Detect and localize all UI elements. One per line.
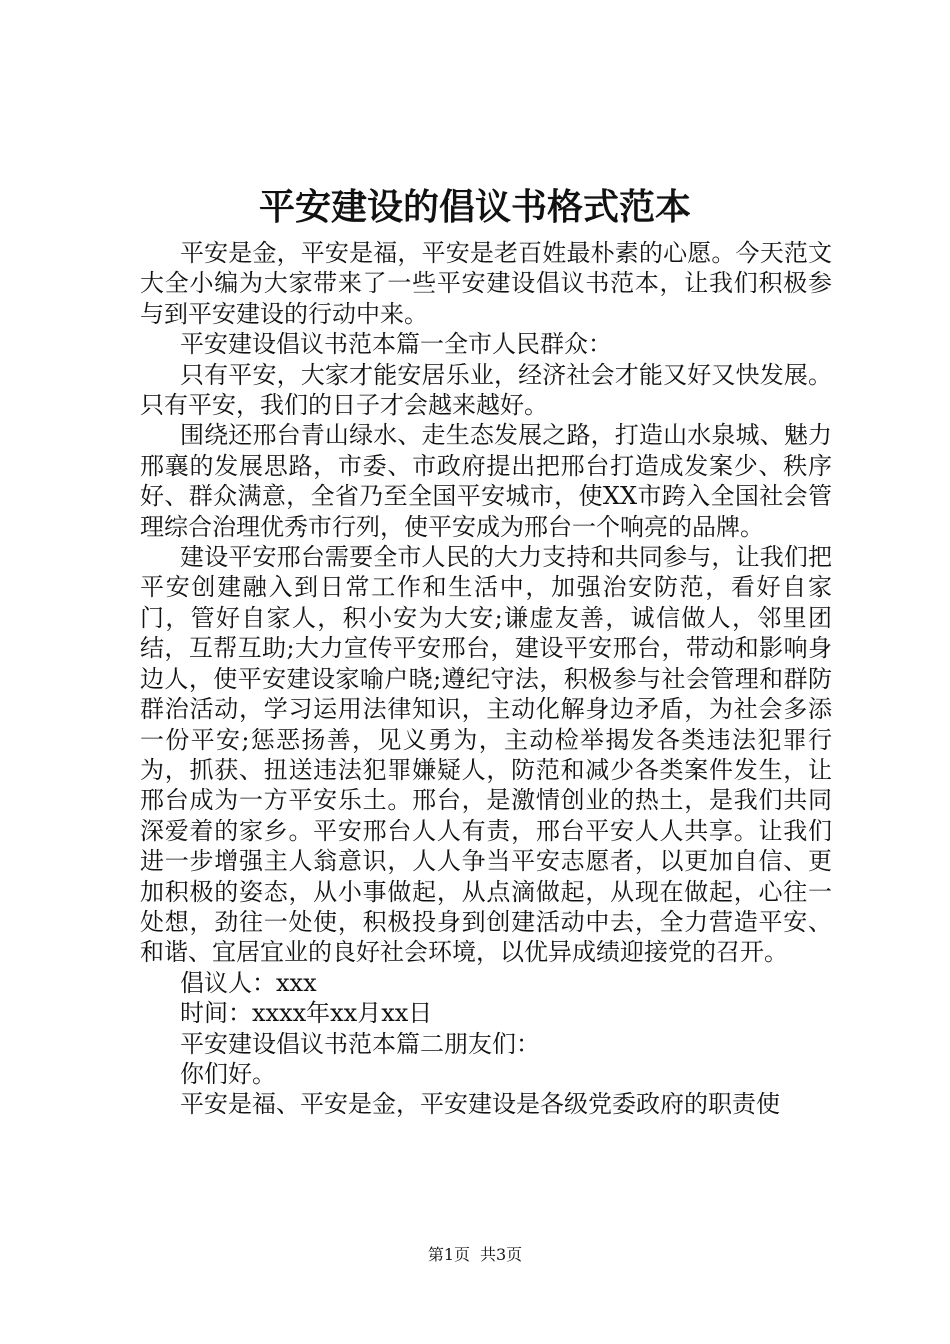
paragraph-initiator: 倡议人：xxx xyxy=(180,968,317,997)
document-body xyxy=(140,238,832,1120)
page-footer xyxy=(0,1244,950,1266)
paragraph-sample-two-heading: 平安建设倡议书范本篇二朋友们： xyxy=(180,1029,540,1058)
document-title: 平安建设的倡议书格式范本 xyxy=(258,186,691,228)
paragraph-development-idea: 围绕还邢台青山绿水、走生态发展之路，打造山水泉城、魅力邢襄的发展思路，市委、市政府提出把邢台打造成发案少、秩序好、群众满意，全省乃至全国平安城市，使XX市跨入全国社会管理综合治理优秀市行列，使平安成为邢台一个响亮的品牌。 xyxy=(140,421,832,541)
page-total: 共3页 xyxy=(480,1245,523,1264)
paragraph-date: 时间：xxxx年xx月xx日 xyxy=(180,999,433,1028)
page-number: 第1页 xyxy=(427,1245,470,1264)
paragraph-build-safe-city: 建设平安邢台需要全市人民的大力支持和共同参与，让我们把平安创建融入到日常工作和生活中，加强治安防范，看好自家门，管好自家人，积小安为大安;谦虚友善，诚信做人，邻里团结，互帮互助;大力宣传平安邢台，建设平安邢台，带动和影响身边人，使平安建设家喻户晓;遵纪守法，积极参与社会管理和群防群治活动，学习运用法律知识，主动化解身边矛盾，为社会多添一份平安;惩恶扬善，见义勇为，主动检举揭发各类违法犯罪行为，抓获、扭送违法犯罪嫌疑人，防范和减少各类案件发生，让邢台成为一方平安乐土。邢台，是激情创业的热土，是我们共同深爱着的家乡。平安邢台人人有责，邢台平安人人共享。让我们进一步增强主人翁意识，人人争当平安志愿者，以更加自信、更加积极的姿态，从小事做起，从点滴做起，从现在做起，心往一处想，劲往一处使，积极投身到创建活动中去，全力营造平安、和谐、宜居宜业的良好社会环境，以优异成绩迎接党的召开。 xyxy=(140,543,832,967)
paragraph-intro: 平安是金，平安是福，平安是老百姓最朴素的心愿。今天范文大全小编为大家带来了一些平安建设倡议书范本，让我们积极参与到平安建设的行动中来。 xyxy=(140,239,832,328)
paragraph-only-safety: 只有平安，大家才能安居乐业，经济社会才能又好又快发展。只有平安，我们的日子才会越来越好。 xyxy=(140,360,832,420)
paragraph-sample-one-heading: 平安建设倡议书范本篇一全市人民群众： xyxy=(180,330,612,359)
paragraph-sample-two-body: 平安是福、平安是金，平安建设是各级党委政府的职责使 xyxy=(180,1090,780,1119)
paragraph-greeting: 你们好。 xyxy=(180,1059,276,1088)
